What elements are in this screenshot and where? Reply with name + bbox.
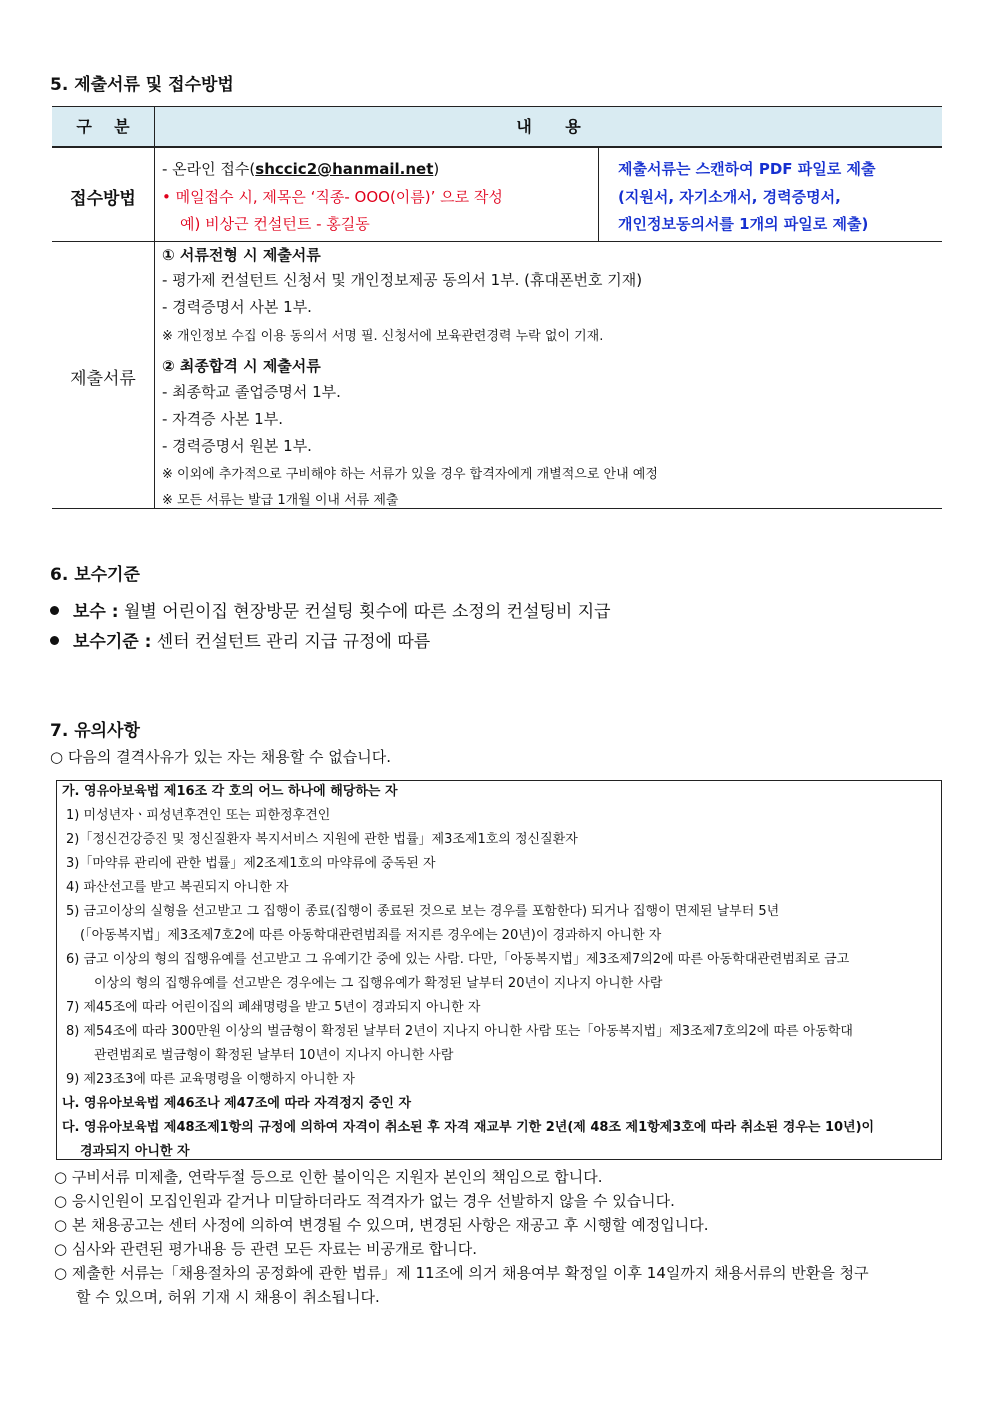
pdf-instruction-3: 개인정보동의서를 1개의 파일로 제출) bbox=[618, 215, 869, 233]
box-line: 4) 파산선고를 받고 복권되지 아니한 자 bbox=[66, 880, 289, 895]
box-line: 이상의 형의 집행유예를 선고받은 경우에는 그 집행유예가 확정된 날부터 20년이 지나지 아니한 사람 bbox=[94, 976, 663, 991]
doc-note: ※ 개인정보 수집 이용 동의서 서명 필. 신청서에 보육관련경력 누락 없이 기재. bbox=[162, 329, 604, 344]
table-header bbox=[52, 106, 942, 147]
box-line: (「아동복지법」제3조제7호2에 따른 아동학대관련범죄를 저지른 경우에는 20년)이 경과하지 아니한 자 bbox=[80, 928, 662, 943]
pdf-instruction-2: (지원서, 자기소개서, 경력증명서, bbox=[618, 188, 841, 206]
doc-line: - 경력증명서 사본 1부. bbox=[162, 298, 312, 316]
divider bbox=[598, 147, 599, 242]
box-line: 나. 영유아보육법 제46조나 제47조에 따라 자격정지 중인 자 bbox=[62, 1096, 412, 1111]
salary-standard-bullet: 보수기준 : 센터 컨설턴트 관리 지급 규정에 따름 bbox=[50, 627, 430, 652]
submit-docs-label: 제출서류 bbox=[70, 369, 136, 389]
box-line: 다. 영유아보육법 제48조제1항의 규정에 의하여 자격이 취소된 후 자격 재교부 기한 2년(제 48조 제1항제3호에 따라 취소된 경우는 10년)이 bbox=[62, 1120, 875, 1135]
divider bbox=[154, 147, 155, 509]
email-link[interactable]: shccic2@hanmail.net bbox=[255, 160, 434, 178]
header-content: 내 용 bbox=[516, 117, 581, 136]
notice-line: ○ 심사와 관련된 평가내용 등 관련 모든 자료는 비공개로 합니다. bbox=[54, 1240, 478, 1258]
doc-note: ※ 이외에 추가적으로 구비해야 하는 서류가 있을 경우 합격자에게 개별적으로 안내 예정 bbox=[162, 467, 658, 482]
box-line: 관련범죄로 벌금형이 확정된 날부터 10년이 지나지 아니한 사람 bbox=[94, 1048, 454, 1063]
doc-line: - 경력증명서 원본 1부. bbox=[162, 437, 312, 455]
disqualification-intro: ○ 다음의 결격사유가 있는 자는 채용할 수 없습니다. bbox=[50, 748, 392, 766]
notice-line: ○ 응시인원이 모집인원과 같거나 미달하더라도 적격자가 없는 경우 선발하지 않을 수 있습니다. bbox=[54, 1192, 675, 1210]
pdf-instruction: 제출서류는 스캔하여 PDF 파일로 제출 bbox=[618, 160, 876, 178]
box-line: 3)「마약류 관리에 관한 법률」제2조제1호의 마약류에 중독된 자 bbox=[66, 856, 436, 871]
section-5-title: 5. 제출서류 및 접수방법 bbox=[50, 75, 234, 95]
notice-line: 할 수 있으며, 허위 기재 시 채용이 취소됩니다. bbox=[76, 1288, 380, 1306]
receive-method-label: 접수방법 bbox=[70, 189, 136, 209]
box-line: 8) 제54조에 따라 300만원 이상의 벌금형이 확정된 날부터 2년이 지나지 아니한 사람 또는「아동복지법」제3조제7호의2에 따른 아동학대 bbox=[66, 1024, 853, 1039]
doc-note: ※ 모든 서류는 발급 1개월 이내 서류 제출 bbox=[162, 493, 399, 508]
doc-line: ② 최종합격 시 제출서류 bbox=[162, 357, 321, 375]
email-subject-rule: • 메일접수 시, 제목은 ‘직종- OOO(이름)’ 으로 작성 bbox=[162, 188, 503, 206]
box-line: 경과되지 아니한 자 bbox=[80, 1144, 190, 1159]
doc-line: - 평가제 컨설턴트 신청서 및 개인정보제공 동의서 1부. (휴대폰번호 기재) bbox=[162, 271, 643, 289]
divider bbox=[52, 147, 942, 148]
bullet-dot-icon bbox=[50, 606, 59, 615]
doc-line: ① 서류전형 시 제출서류 bbox=[162, 246, 321, 264]
notice-line: ○ 구비서류 미제출, 연락두절 등으로 인한 불이익은 지원자 본인의 책임으로 합니다. bbox=[54, 1168, 603, 1186]
header-category: 구 분 bbox=[52, 107, 155, 146]
notice-line: ○ 제출한 서류는「채용절차의 공정화에 관한 법류」제 11조에 의거 채용여부 확정일 이후 14일까지 채용서류의 반환을 청구 bbox=[54, 1264, 869, 1282]
divider bbox=[52, 508, 942, 509]
box-line: 7) 제45조에 따라 어린이집의 폐쇄명령을 받고 5년이 경과되지 아니한 자 bbox=[66, 1000, 481, 1015]
box-line: 9) 제23조3에 따른 교육명령을 이행하지 아니한 자 bbox=[66, 1072, 355, 1087]
divider bbox=[52, 241, 942, 242]
section-6-title: 6. 보수기준 bbox=[50, 565, 140, 585]
doc-line: - 최종학교 졸업증명서 1부. bbox=[162, 383, 341, 401]
box-line: 5) 금고이상의 실형을 선고받고 그 집행이 종료(집행이 종료된 것으로 보는 경우를 포함한다) 되거나 집행이 면제된 날부터 5년 bbox=[66, 904, 780, 919]
box-line: 2)「정신건강증진 및 정신질환자 복지서비스 지원에 관한 법률」제3조제1호의 정신질환자 bbox=[66, 832, 578, 847]
email-subject-example: 예) 비상근 컨설턴트 - 홍길동 bbox=[180, 215, 370, 233]
box-line: 6) 금고 이상의 형의 집행유예를 선고받고 그 유예기간 중에 있는 사람. 다만,「아동복지법」제3조제7의2에 따른 아동학대관련범죄로 금고 bbox=[66, 952, 850, 967]
salary-bullet: 보수 : 월별 어린이집 현장방문 컨설팅 횟수에 따른 소정의 컨설팅비 지급 bbox=[50, 597, 611, 622]
bullet-dot-icon bbox=[50, 636, 59, 645]
doc-line: - 자격증 사본 1부. bbox=[162, 410, 283, 428]
receive-online-line: - 온라인 접수(shccic2@hanmail.net) bbox=[162, 160, 440, 178]
section-7-title: 7. 유의사항 bbox=[50, 721, 140, 741]
box-line: 1) 미성년자ㆍ피성년후견인 또는 피한정후견인 bbox=[66, 808, 331, 823]
notice-line: ○ 본 채용공고는 센터 사정에 의하여 변경될 수 있으며, 변경된 사항은 재공고 후 시행할 예정입니다. bbox=[54, 1216, 709, 1234]
box-line: 가. 영유아보육법 제16조 각 호의 어느 하나에 해당하는 자 bbox=[62, 784, 398, 799]
